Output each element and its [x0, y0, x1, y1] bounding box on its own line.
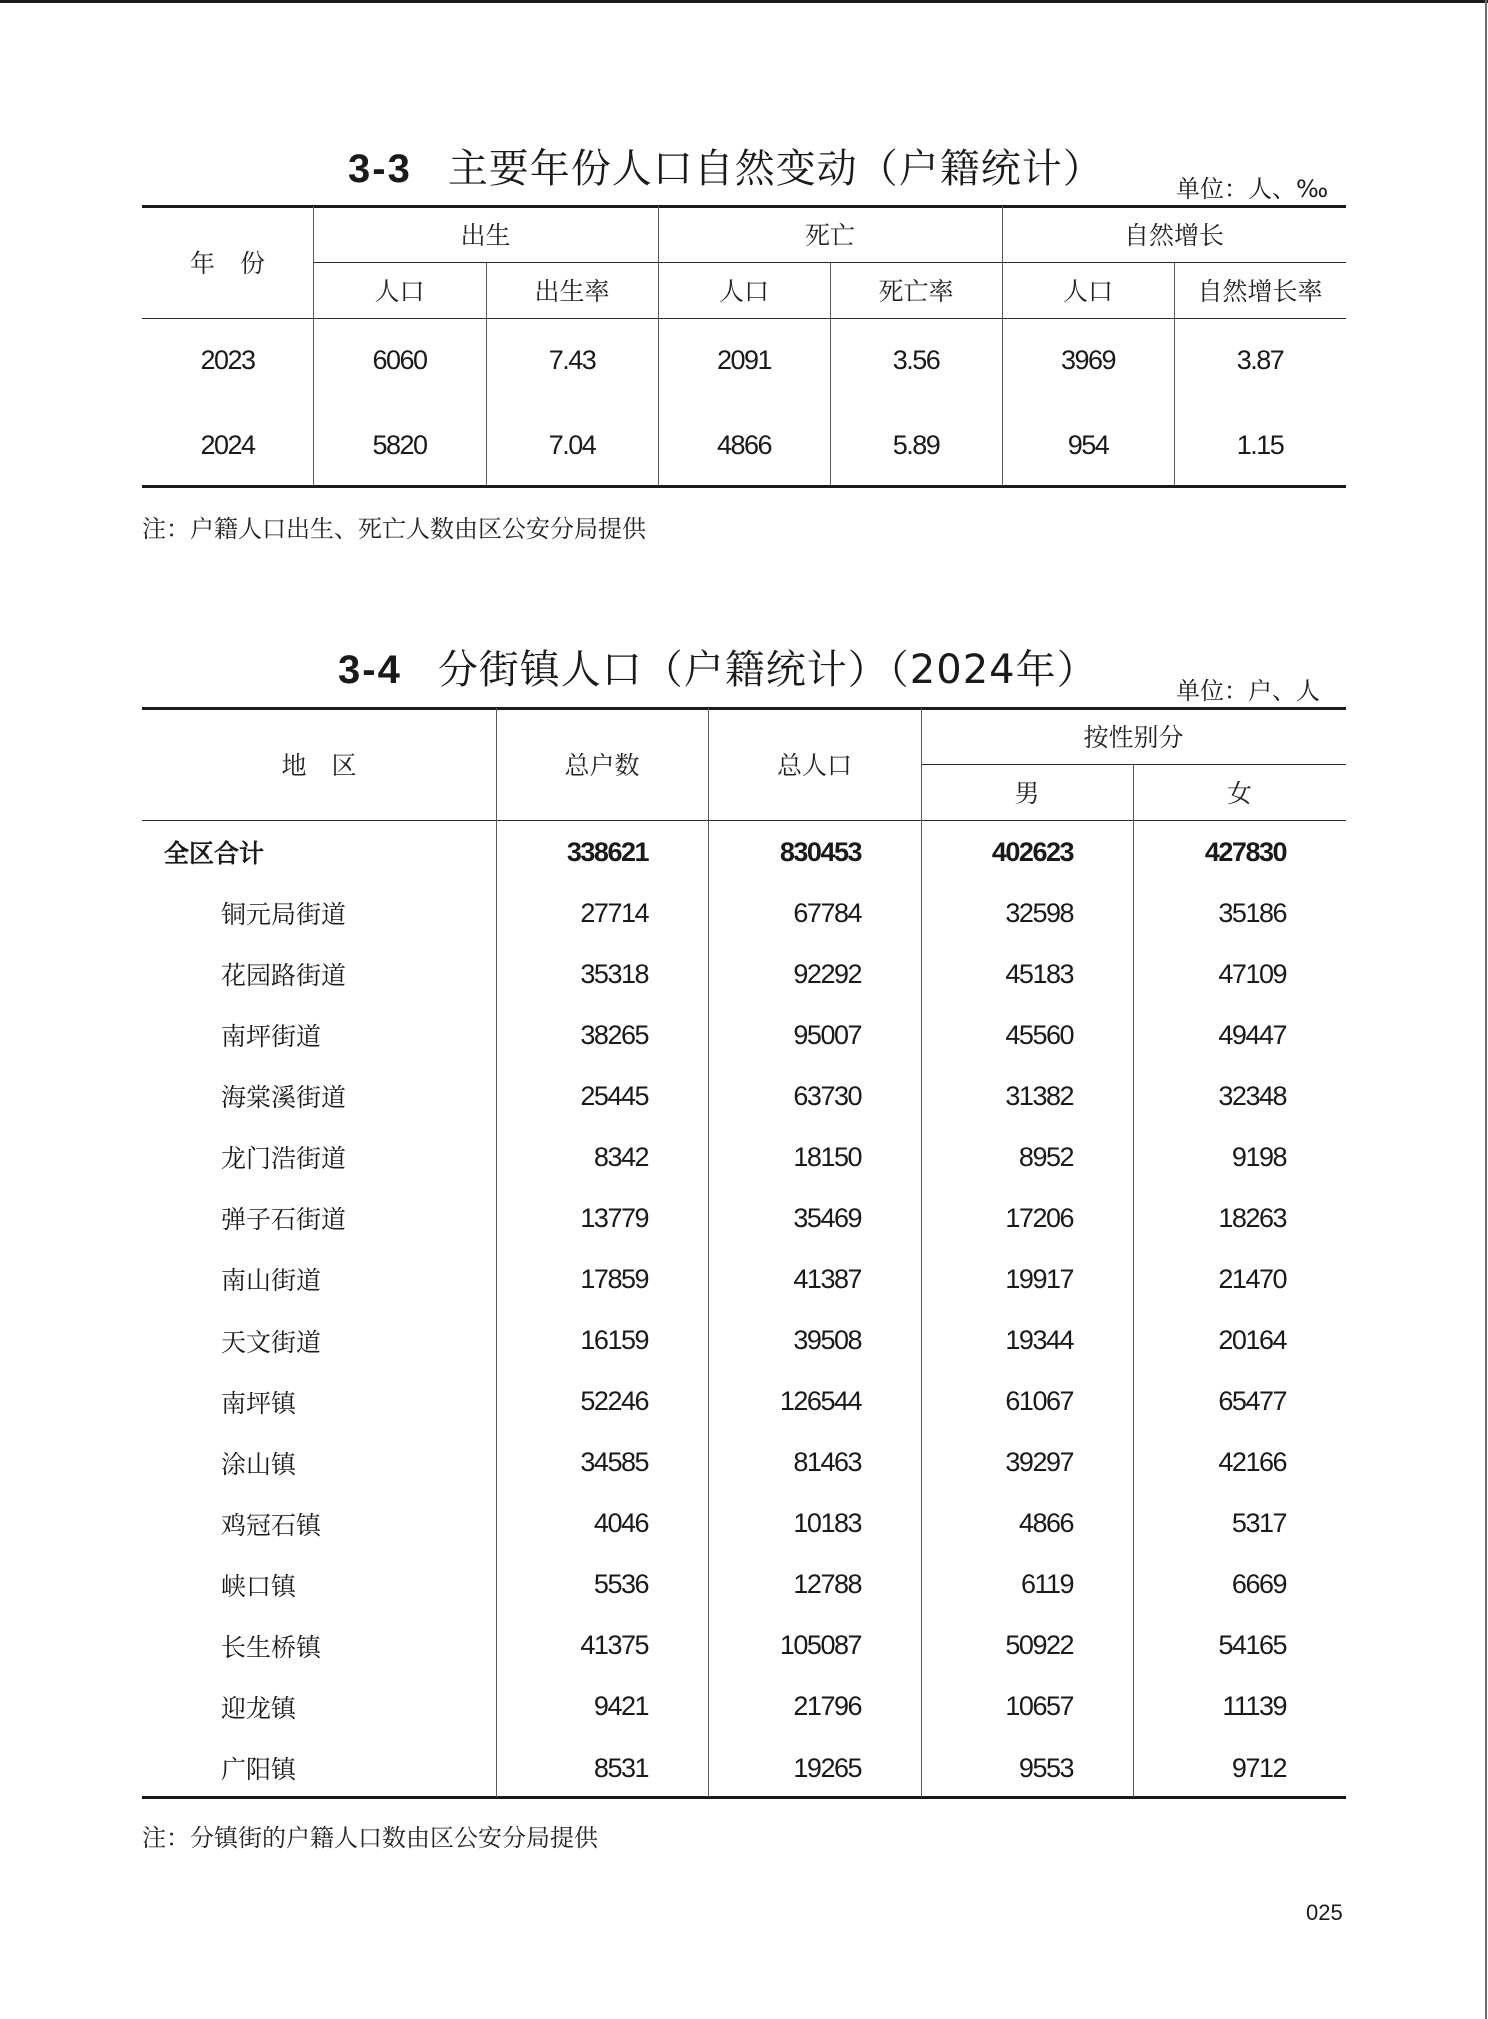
table-3-4-unit: 单位：户、人: [1176, 677, 1320, 705]
data-cell: 4046: [593, 1508, 648, 1539]
data-cell: 25445: [580, 1080, 648, 1111]
data-cell: 27714: [580, 897, 648, 928]
data-cell: 63730: [793, 1080, 861, 1111]
region-label: 涂山镇: [221, 1449, 297, 1479]
data-cell: 8952: [1018, 1141, 1073, 1172]
data-cell: 67784: [793, 897, 861, 928]
data-cell: 45560: [1005, 1019, 1073, 1050]
table-3-3-note: 注：户籍人口出生、死亡人数由区公安分局提供: [142, 515, 646, 543]
region-label: 弹子石街道: [221, 1205, 347, 1235]
data-cell: 16159: [580, 1325, 648, 1356]
data-cell: 12788: [793, 1569, 861, 1600]
header-group: 死亡: [804, 221, 855, 250]
data-cell: 402623: [991, 836, 1073, 867]
data-cell: 54165: [1218, 1630, 1286, 1661]
data-cell: 338621: [566, 836, 648, 867]
header-subcolumn: 自然增长率: [1197, 277, 1323, 306]
data-cell: 65477: [1218, 1386, 1286, 1417]
data-cell: 31382: [1005, 1080, 1073, 1111]
data-cell: 19917: [1005, 1263, 1073, 1294]
data-cell: 45183: [1005, 958, 1073, 989]
data-cell: 19265: [793, 1752, 861, 1783]
table-3-3-title-text: 主要年份人口自然变动（户籍统计）: [447, 146, 1104, 192]
data-cell: 10657: [1005, 1691, 1073, 1722]
data-cell: 32598: [1005, 897, 1073, 928]
data-cell: 35186: [1218, 897, 1286, 928]
region-label: 龙门浩街道: [221, 1144, 347, 1174]
header-bottom-rule: [142, 318, 1346, 319]
header-group: 出生: [460, 221, 511, 250]
region-label: 天文街道: [221, 1327, 322, 1357]
table-3-4-number: 3-4: [338, 648, 402, 692]
data-cell: 18263: [1218, 1202, 1286, 1233]
data-cell: 34585: [580, 1447, 648, 1478]
page-number: 025: [1306, 1900, 1343, 1925]
header-by-sex: 按性别分: [1083, 723, 1184, 752]
data-cell: 5.89: [892, 429, 940, 460]
table-3-4-title-text: 分街镇人口（户籍统计）（2024年）: [437, 647, 1098, 693]
header-female: 女: [1226, 779, 1252, 808]
year-cell: 2024: [200, 429, 255, 460]
region-label: 南山街道: [221, 1266, 322, 1296]
year-cell: 2023: [200, 344, 255, 375]
region-label: 花园路街道: [221, 961, 347, 991]
data-cell: 21470: [1218, 1263, 1286, 1294]
data-cell: 7.43: [548, 344, 596, 375]
data-cell: 41375: [580, 1630, 648, 1661]
data-cell: 9421: [593, 1691, 648, 1722]
data-cell: 8342: [593, 1141, 648, 1172]
data-cell: 32348: [1218, 1080, 1286, 1111]
region-label: 海棠溪街道: [221, 1083, 347, 1113]
data-cell: 9553: [1018, 1752, 1073, 1783]
data-cell: 13779: [580, 1202, 648, 1233]
data-cell: 9198: [1231, 1141, 1286, 1172]
page-border-top: [0, 0, 1488, 3]
data-cell: 3.56: [892, 344, 940, 375]
region-label: 鸡冠石镇: [221, 1510, 322, 1540]
data-cell: 5820: [372, 429, 427, 460]
header-region: 地 区: [281, 751, 357, 780]
data-cell: 47109: [1218, 958, 1286, 989]
data-cell: 3.87: [1236, 344, 1284, 375]
region-label: 长生桥镇: [221, 1632, 322, 1662]
data-cell: 38265: [580, 1019, 648, 1050]
data-cell: 6669: [1231, 1569, 1286, 1600]
data-cell: 52246: [580, 1386, 648, 1417]
data-cell: 6060: [372, 344, 427, 375]
data-cell: 8531: [593, 1752, 648, 1783]
data-cell: 39297: [1005, 1447, 1073, 1478]
header-subcolumn: 出生率: [534, 277, 610, 306]
data-cell: 42166: [1218, 1447, 1286, 1478]
data-cell: 10183: [793, 1508, 861, 1539]
data-cell: 81463: [793, 1447, 861, 1478]
table-3-4-title: [338, 638, 1098, 695]
data-cell: 11139: [1222, 1691, 1286, 1722]
header-subcolumn: 人口: [374, 277, 425, 306]
data-cell: 17206: [1005, 1202, 1073, 1233]
data-cell: 35469: [793, 1202, 861, 1233]
data-cell: 5317: [1231, 1508, 1286, 1539]
data-cell: 4866: [1018, 1508, 1073, 1539]
data-cell: 126544: [779, 1386, 861, 1417]
data-cell: 1.15: [1236, 429, 1284, 460]
data-cell: 19344: [1005, 1325, 1073, 1356]
region-label: 铜元局街道: [221, 900, 347, 930]
data-cell: 3969: [1060, 344, 1116, 375]
header-year: 年 份: [189, 249, 265, 278]
header-population: 总人口: [776, 751, 852, 780]
data-cell: 95007: [793, 1019, 861, 1050]
data-cell: 954: [1067, 429, 1109, 460]
region-label: 迎龙镇: [221, 1693, 297, 1723]
table-bottom-rule: [142, 1796, 1346, 1799]
data-cell: 427830: [1204, 836, 1286, 867]
data-cell: 4866: [716, 429, 772, 460]
header-households: 总户数: [564, 751, 640, 780]
data-cell: 7.04: [548, 429, 596, 460]
header-subcolumn: 人口: [1062, 277, 1113, 306]
data-cell: 35318: [580, 958, 648, 989]
data-cell: 17859: [580, 1263, 648, 1294]
data-cell: 21796: [793, 1691, 861, 1722]
table-3-3-title: [348, 137, 1104, 194]
data-cell: 39508: [793, 1325, 861, 1356]
header-subcolumn: 人口: [718, 277, 769, 306]
data-cell: 2091: [716, 344, 772, 375]
data-cell: 18150: [793, 1141, 861, 1172]
data-cell: 5536: [593, 1569, 648, 1600]
page-border-right: [1485, 0, 1487, 2019]
data-cell: 61067: [1005, 1386, 1073, 1417]
data-cell: 41387: [793, 1263, 861, 1294]
data-cell: 20164: [1218, 1325, 1286, 1356]
data-cell: 105087: [779, 1630, 861, 1661]
table-3-3-number: 3-3: [348, 147, 412, 191]
data-cell: 49447: [1218, 1019, 1286, 1050]
header-bottom-rule: [142, 820, 1346, 821]
data-cell: 50922: [1005, 1630, 1073, 1661]
table-3-3-unit: 单位：人、‰: [1176, 175, 1329, 203]
data-cell: 6119: [1020, 1569, 1073, 1600]
table-bottom-rule: [142, 485, 1346, 488]
header-group: 自然增长: [1123, 221, 1224, 250]
region-label: 南坪镇: [221, 1388, 297, 1418]
table-3-4-note: 注：分镇街的户籍人口数由区公安分局提供: [142, 1824, 598, 1852]
region-label: 峡口镇: [221, 1571, 297, 1601]
header-male: 男: [1014, 779, 1040, 808]
region-label: 广阳镇: [221, 1755, 297, 1785]
data-cell: 830453: [779, 836, 861, 867]
total-row-label: 全区合计: [164, 839, 265, 868]
header-subcolumn: 死亡率: [878, 277, 954, 306]
data-cell: 92292: [793, 958, 861, 989]
data-cell: 9712: [1231, 1752, 1286, 1783]
region-label: 南坪街道: [221, 1022, 322, 1052]
